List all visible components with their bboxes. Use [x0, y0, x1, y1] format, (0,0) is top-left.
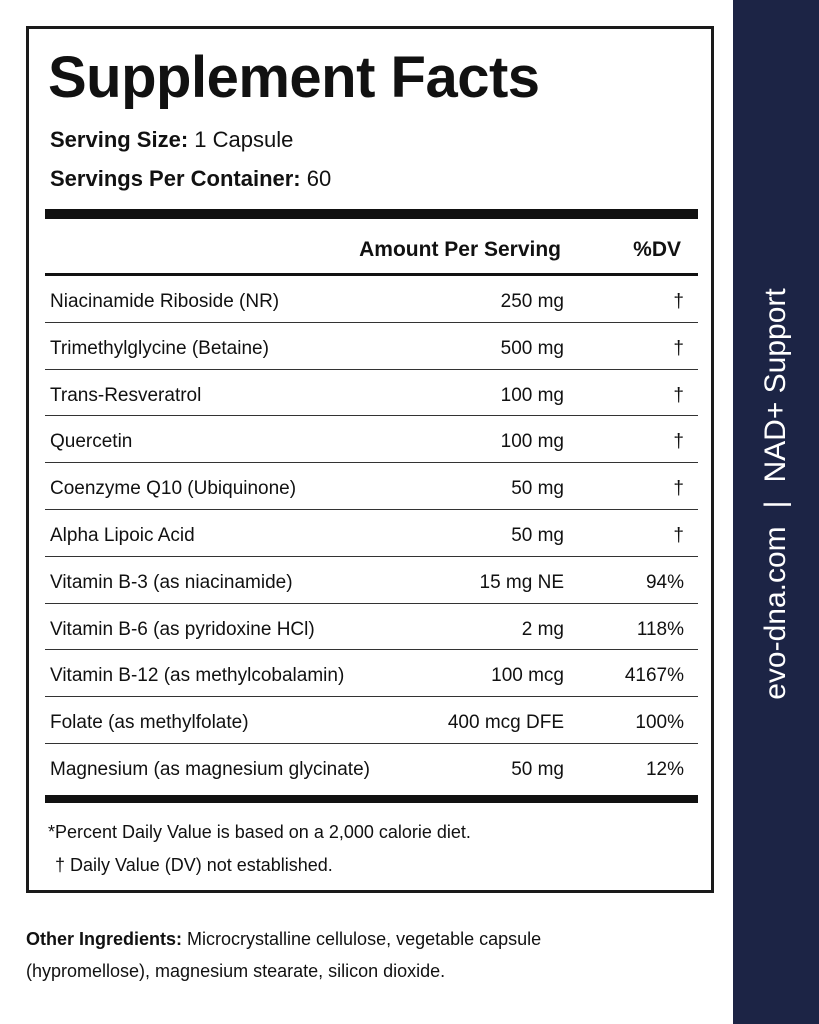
column-header-dv: %DV: [633, 238, 681, 261]
servings-per-value: 60: [300, 166, 332, 191]
ingredient-amount: 50 mg: [511, 478, 564, 500]
ingredient-name: Quercetin: [50, 431, 133, 453]
side-band-text: [758, 288, 794, 700]
servings-per-container: [50, 166, 331, 192]
ingredient-amount: 400 mcg DFE: [447, 712, 564, 734]
table-row: [45, 697, 698, 744]
ingredient-dv: †: [673, 524, 684, 546]
footnote-not-established: † Daily Value (DV) not established.: [55, 855, 333, 875]
table-row: [45, 510, 698, 557]
table-row: [45, 557, 698, 604]
ingredient-name: Niacinamide Riboside (NR): [50, 291, 280, 312]
servings-per-label: Servings Per Container:: [50, 166, 301, 191]
ingredient-amount: 100 mcg: [491, 665, 564, 687]
ingredient-dv: 4167%: [624, 665, 684, 687]
other-ingredients: [26, 923, 626, 987]
column-header-amount: Amount Per Serving: [359, 238, 561, 261]
ingredient-amount: 50 mg: [511, 758, 564, 780]
ingredient-amount: 500 mg: [500, 337, 564, 359]
ingredient-dv: 94%: [645, 571, 684, 593]
ingredient-name: Vitamin B-12 (as methylcobalamin): [50, 665, 345, 687]
ingredient-dv: 12%: [645, 758, 684, 780]
ingredient-amount: 50 mg: [511, 524, 564, 546]
divider-thick-bottom: [45, 795, 698, 803]
ingredient-name: Magnesium (as magnesium glycinate): [50, 758, 370, 780]
table-row: [45, 276, 698, 323]
supplement-facts-panel: [26, 26, 714, 893]
ingredient-dv: 100%: [635, 712, 684, 734]
other-ingredients-label: Other Ingredients:: [26, 929, 183, 949]
side-band-separator: |: [759, 500, 792, 509]
other-ingredients-text: Microcrystalline cellulose, vegetable capsule (hypromellose), magnesium stearate, silicon dioxide.: [26, 929, 542, 981]
ingredient-name: Trans-Resveratrol: [50, 384, 202, 406]
ingredient-name: Trimethylglycine (Betaine): [50, 337, 269, 359]
facts-table: [45, 276, 698, 791]
table-row: [45, 370, 698, 417]
ingredient-dv: †: [673, 291, 684, 312]
divider-thick-top: [45, 209, 698, 219]
serving-size-value: 1 Capsule: [188, 127, 294, 152]
ingredient-amount: 15 mg NE: [479, 571, 564, 593]
ingredient-amount: 100 mg: [500, 431, 564, 453]
ingredient-amount: 250 mg: [500, 291, 564, 312]
table-row: [45, 463, 698, 510]
brand-side-band: [733, 0, 819, 1024]
ingredient-name: Vitamin B-6 (as pyridoxine HCl): [50, 618, 315, 640]
tagline-text: NAD+ Support: [759, 288, 792, 483]
serving-size: [50, 127, 293, 153]
ingredient-dv: †: [673, 431, 684, 453]
ingredient-name: Folate (as methylfolate): [50, 712, 249, 734]
ingredient-dv: †: [673, 337, 684, 359]
page-title: Supplement Facts: [48, 45, 540, 110]
ingredient-dv: 118%: [636, 618, 684, 640]
website-text: evo-dna.com: [759, 526, 792, 700]
table-row: [45, 744, 698, 791]
ingredient-dv: †: [673, 478, 684, 500]
table-row: [45, 650, 698, 697]
ingredient-dv: †: [673, 384, 684, 406]
table-row: [45, 604, 698, 651]
serving-size-label: Serving Size:: [50, 127, 189, 152]
table-row: [45, 323, 698, 370]
ingredient-name: Coenzyme Q10 (Ubiquinone): [50, 478, 297, 500]
footnote-daily-value: *Percent Daily Value is based on a 2,000 calorie diet.: [48, 822, 471, 842]
ingredient-name: Vitamin B-3 (as niacinamide): [50, 571, 293, 593]
ingredient-amount: 2 mg: [521, 618, 564, 640]
table-row: [45, 416, 698, 463]
ingredient-amount: 100 mg: [500, 384, 564, 406]
ingredient-name: Alpha Lipoic Acid: [50, 524, 195, 546]
